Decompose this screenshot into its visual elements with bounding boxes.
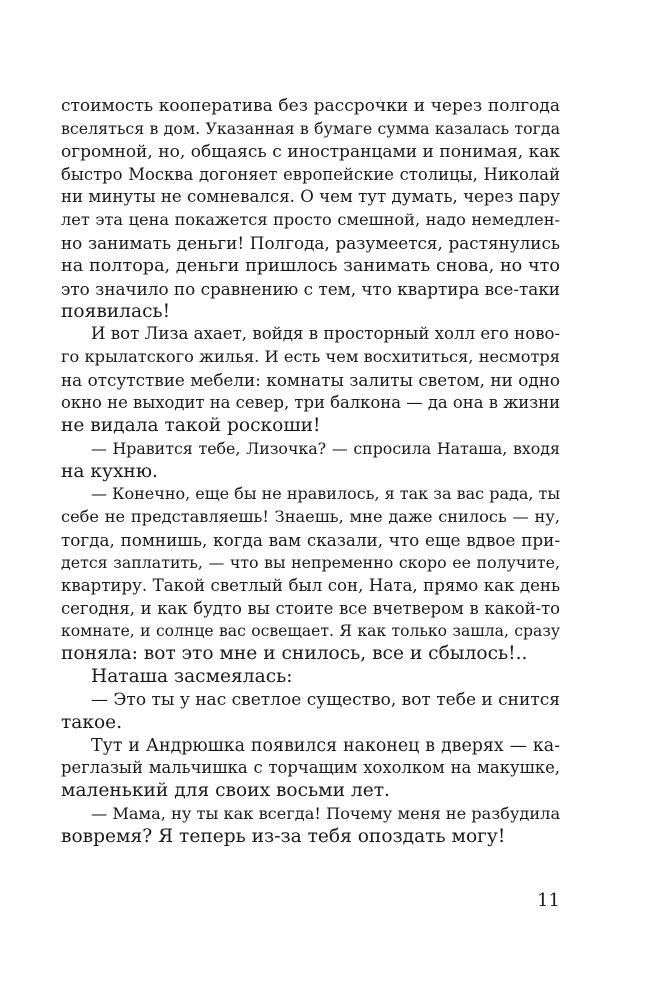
text-line: маленький для своих восьми лет. bbox=[61, 780, 390, 802]
text-line: на отсутствие мебели: комнаты залиты светом, ни одно bbox=[61, 370, 560, 391]
text-line: огромной, но, общаясь с иностранцами и понимая, как bbox=[61, 141, 560, 162]
text-line: появилась! bbox=[61, 300, 171, 322]
body-text bbox=[61, 95, 560, 849]
text-line: поняла: вот это мне и снилось, все и сбылось!.. bbox=[61, 643, 528, 665]
text-line: на полтора, деньги пришлось занимать снова, но что bbox=[61, 255, 560, 276]
text-line: сегодня, и как будто вы стоите все вчетвером в какой-то bbox=[61, 598, 560, 618]
text-line: быстро Москва догоняет европейские столицы, Николай bbox=[61, 164, 560, 184]
text-line: Тут и Андрюшка появился наконец в дверях — ка- bbox=[91, 735, 560, 756]
text-line: — Нравится тебе, Лизочка? — спросила Наташа, входя bbox=[91, 438, 560, 458]
text-line: но занимать деньги! Полгода, разумеется, растянулись bbox=[61, 233, 560, 254]
text-line: ни минуты не сомневался. О чем тут думать, через пару bbox=[61, 187, 560, 207]
text-line: на кухню. bbox=[61, 460, 158, 482]
text-line: это значило по сравнению с тем, что квартира все-таки bbox=[61, 278, 560, 299]
text-line: себе не представляешь! Знаешь, мне даже снилось — ну, bbox=[61, 507, 560, 527]
text-line: тогда, помнишь, когда вам сказали, что еще вдвое при- bbox=[61, 530, 560, 551]
text-line: — Это ты у нас светлое существо, вот тебе и снится bbox=[91, 689, 560, 710]
text-line: квартиру. Такой светлый был сон, Ната, прямо как день bbox=[61, 575, 560, 595]
text-line: Наташа засмеялась: bbox=[91, 666, 293, 688]
text-line: вовремя? Я теперь из-за тебя опоздать могу! bbox=[61, 826, 506, 847]
text-line: вселяться в дом. Указанная в бумаге сумма казалась тогда bbox=[61, 118, 560, 138]
text-line: такое. bbox=[61, 711, 123, 733]
text-line: лет эта цена покажется просто смешной, надо немедлен- bbox=[61, 210, 560, 230]
text-line: дется заплатить, — что вы непременно скоро ее получите, bbox=[61, 552, 560, 572]
text-line: — Мама, ну ты как всегда! Почему меня не разбудила bbox=[91, 804, 560, 824]
text-line: окно не выходит на север, три балкона — да она в жизни bbox=[61, 392, 560, 412]
text-line: комнате, и солнце вас освещает. Я как только зашла, сразу bbox=[61, 622, 560, 641]
text-line: стоимость кооператива без рассрочки и через полгода bbox=[61, 96, 560, 116]
text-line: го крылатского жилья. И есть чем восхититься, несмотря bbox=[61, 347, 560, 367]
text-line: не видала такой роскоши! bbox=[61, 414, 321, 436]
page-number: 11 bbox=[537, 890, 560, 911]
text-line: — Конечно, еще бы не нравилось, я так за вас рада, ты bbox=[91, 484, 560, 504]
text-line: реглазый мальчишка с торчащим хохолком на макушке, bbox=[61, 758, 560, 778]
text-line: И вот Лиза ахает, войдя в просторный холл его ново- bbox=[91, 324, 560, 344]
